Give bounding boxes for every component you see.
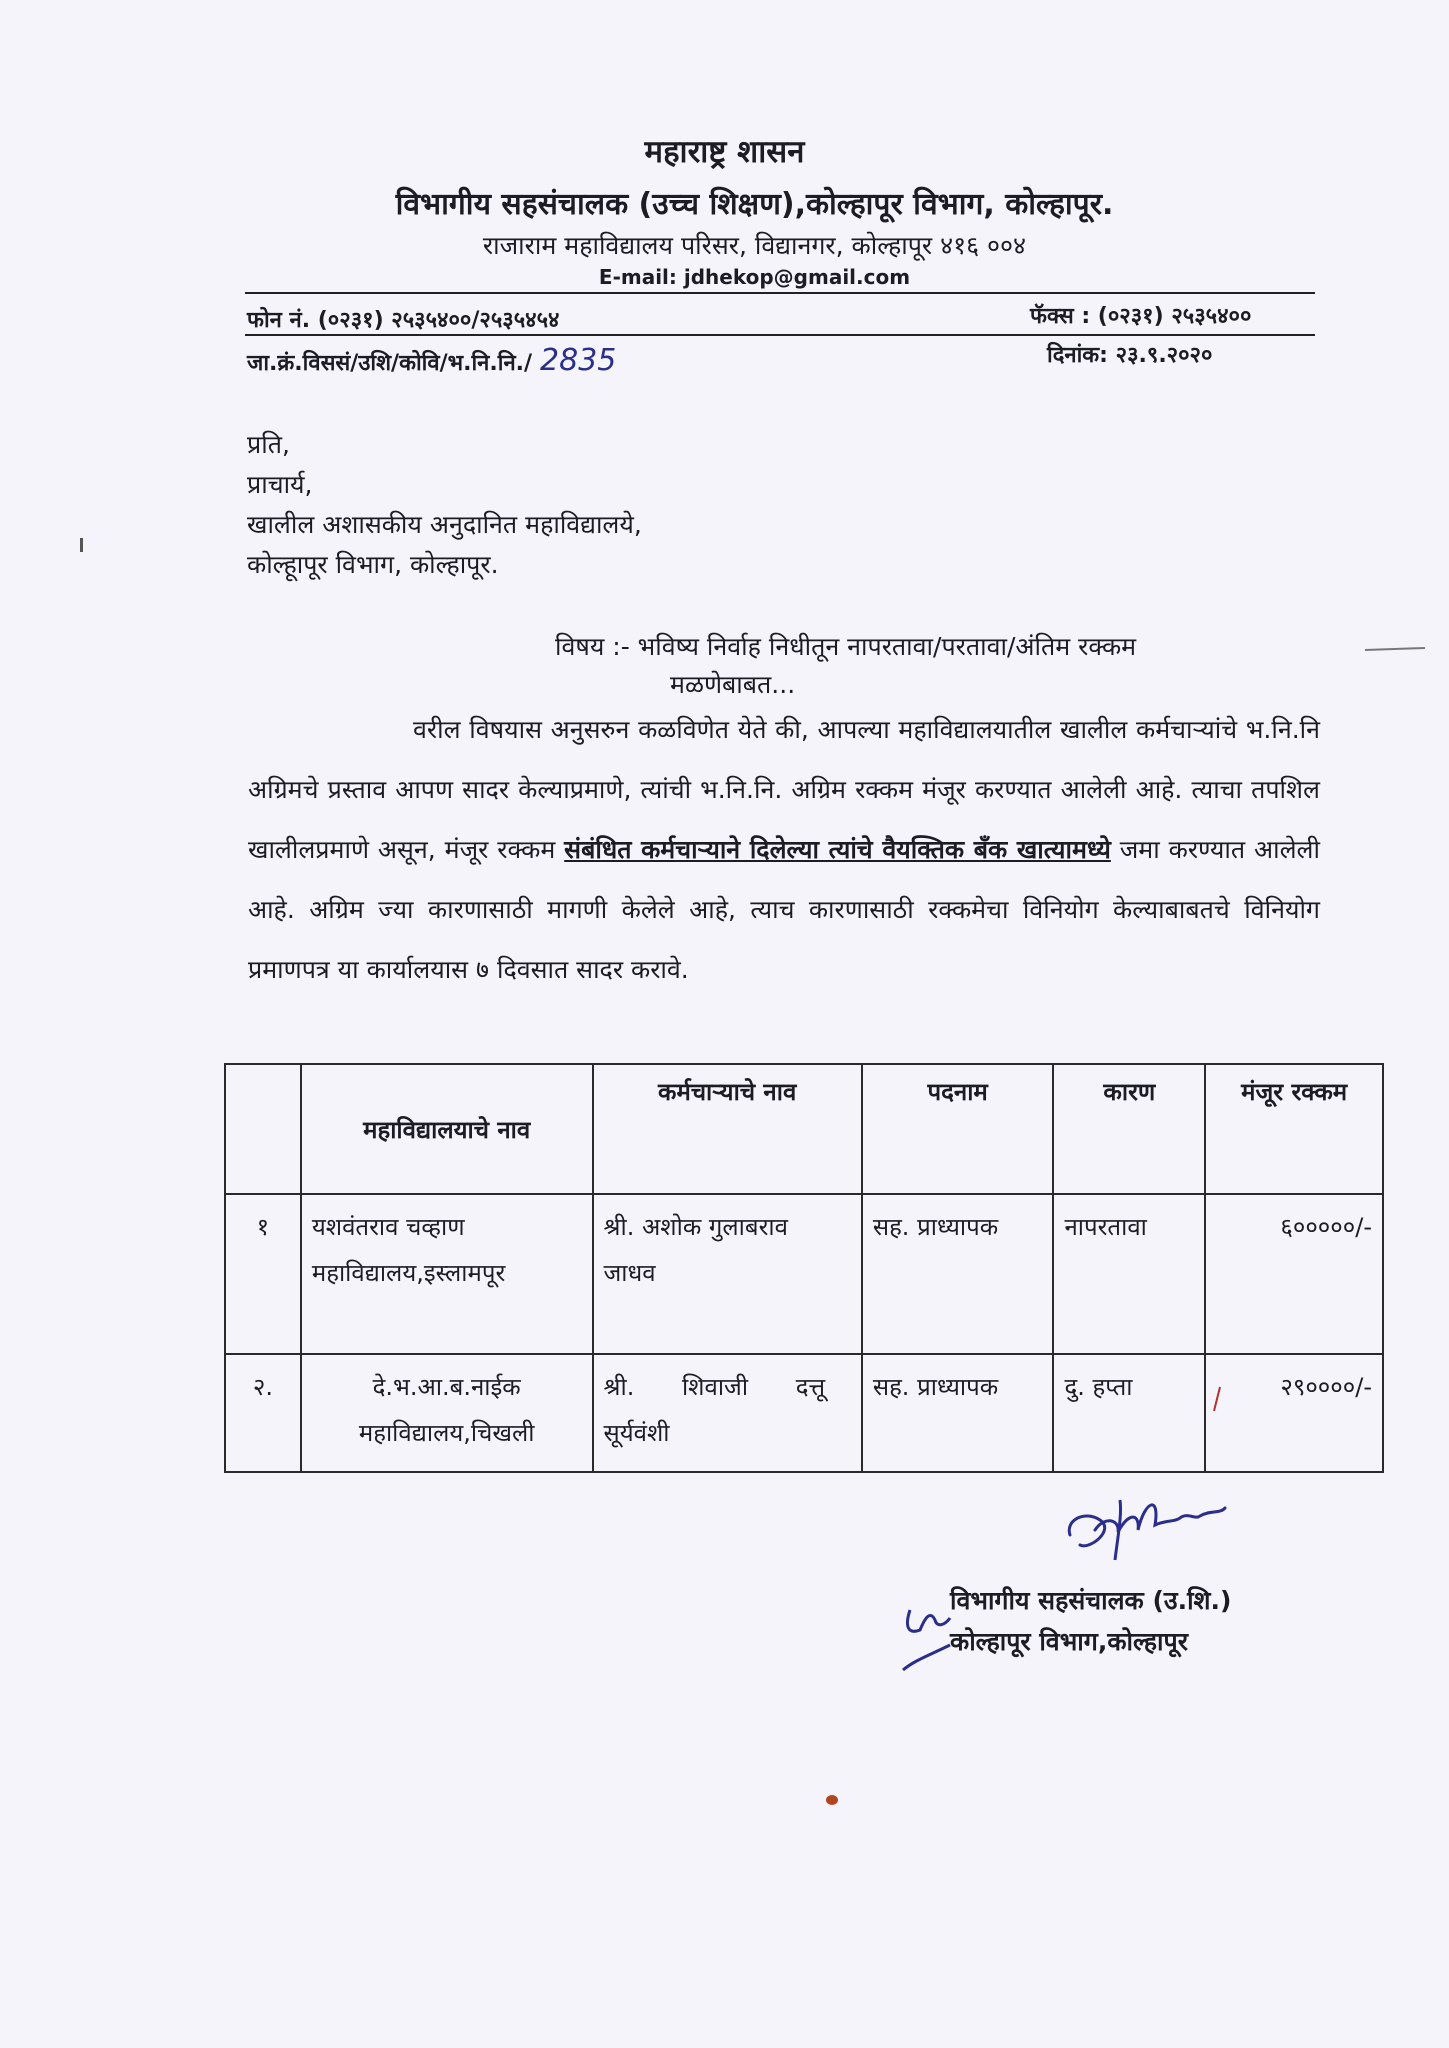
table-row: [225, 1194, 1383, 1354]
recipient-line: प्राचार्य,: [247, 470, 313, 499]
reference-number-handwritten: 2835: [540, 343, 617, 378]
letter-date: दिनांक: २३.९.२०२०: [1047, 343, 1213, 368]
body-paragraph: [248, 700, 1320, 1000]
office-email: E-mail: jdhekop@gmail.com: [598, 265, 911, 289]
table-header: [225, 1064, 301, 1194]
signature-block: [950, 1580, 1231, 1663]
recipient-line: खालील अशासकीय अनुदानित महाविद्यालये,: [247, 510, 642, 539]
recipient-line: कोल्हूापूर विभाग, कोल्हापूर.: [247, 550, 499, 579]
header-divider-bottom: [245, 334, 1315, 336]
body-text-underlined: संबंधित कर्मचाऱ्याने दिलेल्या त्यांचे वैयक्तिक बँक खात्यामध्ये: [564, 835, 1111, 864]
table-header: पदनाम: [862, 1064, 1054, 1194]
reason-cell: दु. हप्ता: [1053, 1354, 1205, 1472]
college-name: यशवंतराव चव्हाण: [311, 1213, 465, 1241]
college-name: महाविद्यालय,इस्लामपूर: [311, 1258, 506, 1287]
subject: [555, 628, 1315, 703]
fax-number: फॅक्स : (०२३१) २५३५४००: [1030, 304, 1252, 329]
serial-cell: १: [225, 1194, 301, 1354]
office-address: राजाराम महाविद्यालय परिसर, विद्यानगर, कोल्हापूर ४१६ ००४: [482, 231, 1027, 260]
table-header: मंजूर रक्कम: [1205, 1064, 1383, 1194]
signatory-office: कोल्हापूर विभाग,कोल्हापूर: [950, 1627, 1188, 1657]
margin-mark: [1365, 647, 1425, 651]
reference-line: [247, 343, 616, 378]
table-header: कर्मचाऱ्याचे नाव: [593, 1064, 862, 1194]
college-name: महाविद्यालय,चिखली: [358, 1418, 535, 1447]
body-text: वरील विषयास अनुसरुन कळविणेत येते की, आपल्या महाविद्यालयातील खालील कर्मचाऱ्यांचे भ.नि.नि अग्रिमचे प्रस्ताव आपण सादर केल्याप्रमाणे, त्यांची भ.नि.नि. अग्रिम रक्कम मंजूर करण्यात आलेली आहे. त्याचा तपशिल खालीलप्रमाणे असून, मंजूर रक्कम: [248, 715, 1320, 864]
signatory-title: विभागीय सहसंचालक (उ.शि.): [950, 1586, 1232, 1615]
amount-cell: ६०००००/-: [1205, 1194, 1383, 1354]
reason-cell: नापरतावा: [1053, 1194, 1205, 1354]
signature-icon: [1060, 1490, 1240, 1570]
subject-line: विषय :- भविष्य निर्वाह निधीतून नापरतावा/परतावा/अंतिम रक्कम: [555, 632, 1137, 661]
table-header-row: [225, 1064, 1383, 1194]
reference-prefix: जा.क्रं.विससं/उशि/कोवि/भ.नि.नि./: [247, 351, 533, 376]
header-divider-top: [245, 292, 1315, 294]
employee-cell: [593, 1194, 862, 1354]
designation-cell: सह. प्राध्यापक: [862, 1194, 1054, 1354]
employee-name: जाधव: [603, 1258, 656, 1287]
table-header: महाविद्यालयाचे नाव: [301, 1064, 593, 1194]
table-header: कारण: [1053, 1064, 1205, 1194]
subject-line: मळणेबाबत...: [670, 669, 796, 699]
college-cell: [301, 1194, 593, 1354]
amount-cell: २९००००/-: [1205, 1354, 1383, 1472]
college-name: दे.भ.आ.ब.नाईक: [372, 1373, 521, 1401]
government-title: महाराष्ट्र शासन: [644, 134, 805, 170]
employee-cell: [593, 1354, 862, 1472]
recipient-address: [247, 425, 642, 585]
recipient-line: प्रति,: [247, 430, 290, 459]
college-cell: [301, 1354, 593, 1472]
employee-name: श्री. अशोक गुलाबराव: [603, 1213, 788, 1241]
body-text: जमा करण्यात आलेली आहे. अग्रिम ज्या कारणासाठी मागणी केलेले आहे, त्याच कारणासाठी रक्कमेचा विनियोग केल्याबाबतचे विनियोग प्रमाणपत्र या कार्यालयास ७ दिवसात सादर करावे.: [248, 835, 1320, 984]
employee-name: श्री. शिवाजी दत्तू: [603, 1373, 826, 1401]
employee-name: सूर्यवंशी: [603, 1418, 670, 1447]
phone-number: फोन नं. (०२३१) २५३५४००/२५३५४५४: [247, 308, 560, 333]
office-name: विभागीय सहसंचालक (उच्च शिक्षण),कोल्हापूर विभाग, कोल्हापूर.: [395, 187, 1114, 222]
margin-mark: [80, 538, 83, 552]
tick-mark-icon: [1210, 1385, 1224, 1415]
serial-cell: २.: [225, 1354, 301, 1472]
ink-stain: [826, 1795, 838, 1805]
designation-cell: सह. प्राध्यापक: [862, 1354, 1054, 1472]
